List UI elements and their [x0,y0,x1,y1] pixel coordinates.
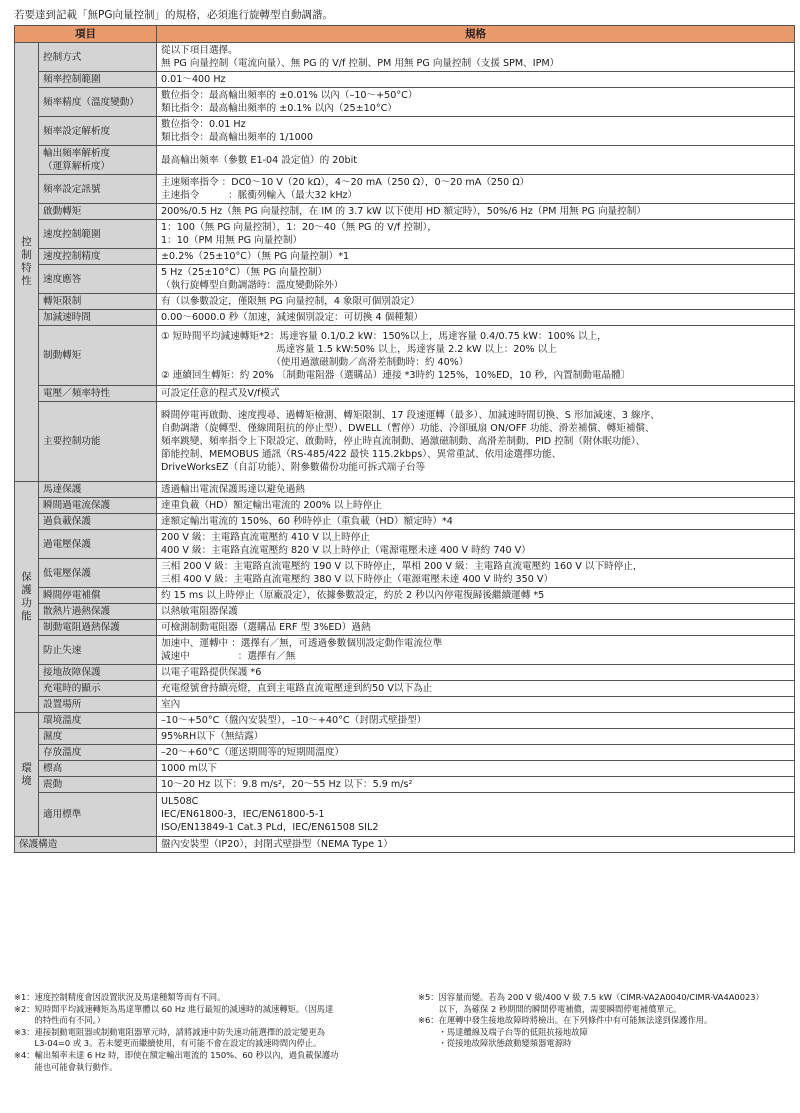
table-row [15,588,795,604]
table-row [15,265,795,294]
footnote-line: 速度控制精度會因設置狀況及馬達種類等而有不同。 [34,992,226,1002]
footnote-line: L3-04=0 或 3。若未變更而繼續使用，有可能不會在設定的減速時間內停止。 [34,1038,322,1049]
row-label-line: 輸出頻率解析度 [43,148,111,159]
table-row [15,604,795,620]
table-row [15,88,795,117]
footnote [418,1015,798,1050]
row-label: 加減速時間 [39,310,157,326]
row-value [157,294,795,310]
row-value-line: 數位指令：0.01 Hz [161,119,246,130]
row-value-line: UL508C [161,796,199,807]
row-value-line: 0.00～6000.0 秒（加速，減速個別設定：可切換 4 個種類） [161,312,424,323]
footnote-line: 能也可能會執行動作。 [34,1061,118,1072]
row-value-line: 三相 400 V 級：主電路直流電壓約 380 V 以下時停止（電源電壓未達 400 V 時約 350 V） [161,574,554,585]
table-row [15,220,795,249]
footnote-line: 因容量而變。若為 200 V 級/400 V 級 7.5 kW（CIMR-VA2A0040/CIMR-VA4A0023） [438,992,764,1002]
table-row [15,402,795,482]
footnote-line: ・從接地故障狀態啟動變頻器電源時 [438,1038,572,1049]
row-value [157,482,795,498]
row-value-line: 以熱敏電阻器保護 [161,606,238,617]
row-value-line: 透過輸出電流保護馬達以避免過熱 [161,484,305,495]
row-label: 速度應答 [39,265,157,294]
row-value-line: 最高輸出頻率（參數 E1-04 設定值）的 20bit [161,154,358,166]
row-value [157,636,795,665]
row-value [157,72,795,88]
row-value [157,665,795,681]
row-value [157,761,795,777]
row-label: 啟動轉矩 [39,204,157,220]
row-label: 瞬間過電流保護 [39,498,157,514]
row-label: 設置場所 [39,697,157,713]
header-spec: 規格 [157,26,795,43]
row-value-line: 達重負載（HD）額定輸出電流的 200% 以上時停止 [161,500,382,511]
table-row [15,310,795,326]
row-value-line: 馬達容量 1.5 kW:50% 以上，馬達容量 2.2 kW 以上：20% 以上 [161,343,557,355]
row-value [157,514,795,530]
table-header-row [15,26,795,43]
row-label: 散熱片過熱保護 [39,604,157,620]
table-row [15,681,795,697]
row-label: 接地故障保護 [39,665,157,681]
table-row [15,386,795,402]
row-label: 存放溫度 [39,745,157,761]
row-label: 電壓／頻率特性 [39,386,157,402]
row-label: 主要控制功能 [39,402,157,482]
group-label-protect [15,482,39,713]
row-value-line: （使用過激磁制動／高滑差制動時：約 40%） [161,356,469,368]
row-value [157,326,795,386]
row-value-line: 0.01～400 Hz [161,74,226,85]
row-value [157,713,795,729]
row-value-line: 類比指令：最高輸出頻率的 ±0.1% 以內（25±10°C） [161,103,397,114]
table-row [15,498,795,514]
footnote-line: 連接制動電阻器或制動電阻器單元時，請將減速中防失速功能選擇的設定變更為 [34,1026,325,1037]
row-value [157,310,795,326]
row-value [157,498,795,514]
row-label: 轉矩限制 [39,294,157,310]
row-value-line: 無 PG 向量控制（電流向量）、無 PG 的 V/f 控制、PM 用無 PG 向量控制（支援 SPM、IPM） [161,58,560,69]
header-item: 項目 [15,26,157,43]
row-value-line: 從以下項目選擇。 [161,45,238,56]
footnote-mark: ※4： [14,1049,35,1060]
row-label: 頻率設定解析度 [39,117,157,146]
row-value [157,559,795,588]
row-label: 速度控制精度 [39,249,157,265]
row-label: 震動 [39,777,157,793]
table-row [15,146,795,175]
row-value-line: 5 Hz（25±10°C）（無 PG 向量控制） [161,267,328,278]
table-row [15,713,795,729]
table-row [15,837,795,853]
group-label-control [15,43,39,482]
footnote-text [35,1004,394,1027]
table-row [15,530,795,559]
footnote [14,1050,394,1073]
footnote [14,1004,394,1027]
table-row [15,326,795,386]
row-value-line: 類比指令：最高輸出頻率的 1/1000 [161,132,313,143]
row-value-line: ① 短時間平均減速轉矩*2：馬達容量 0.1/0.2 kW：150%以上，馬達容量 0.4/0.75 kW：100% 以上， [161,330,607,342]
row-label: 標高 [39,761,157,777]
row-value-line: 自動調諧（旋轉型、僅線間阻抗的停止型）、DWELL（暫停）功能、冷卻風扇 ON/OFF 功能、滑差補償、轉矩補償、 [161,423,655,434]
intro-text: 若要達到記載「無PG向量控制」的規格，必須進行旋轉型自動調諧。 [14,9,333,21]
row-value [157,604,795,620]
row-value-line: 主速頻率指令 ：DC0～10 V（20 kΩ），4～20 mA（250 Ω），0～20 mA（250 Ω） [161,177,530,188]
row-value-line: 達額定輸出電流的 150%、60 秒時停止（重負載（HD）額定時）*4 [161,516,453,527]
row-value-line: –20～+60°C（運送期間等的短期間溫度） [161,747,345,758]
row-value-line: 加速中、運轉中 ：選擇有／無，可透過參數個別設定動作電流位準 [161,638,443,649]
row-value-line: 盤內安裝型（IP20），封閉式壁掛型（NEMA Type 1） [161,839,393,850]
row-value-line: ② 連續回生轉矩：約 20% 〔制動電阻器（選購品）連接 *3時約 125%，10%ED，10 秒，內置制動電晶體〕 [161,369,631,381]
footnote-text [35,1027,394,1050]
footnote-line: ・馬達纜線及端子台等的低阻抗接地故障 [438,1026,588,1037]
row-value-line: 1000 m以下 [161,763,217,774]
row-label: 防止失速 [39,636,157,665]
table-row [15,249,795,265]
table-row [15,697,795,713]
row-value [157,729,795,745]
footnote-line: 短時間平均減速轉矩為馬達單體以 60 Hz 進行最短的減速時的減速轉矩。（因馬達 [34,1003,334,1014]
footnote-line: 輸出頻率未達 6 Hz 時，即使在額定輸出電流的 150%、60 秒以內，過負載保護功 [34,1049,339,1060]
footnote-line: 以下，為確保 2 秒期間的瞬間停電補償，需要瞬間停電補償單元。 [438,1003,682,1014]
row-value-line: 約 15 ms 以上時停止（原廠設定），依據參數設定，約於 2 秒以內停電復歸後繼續運轉 *5 [161,590,545,601]
row-value [157,530,795,559]
row-value [157,745,795,761]
footnote-mark: ※5： [418,992,439,1002]
row-value-line: 200 V 級：主電路直流電壓約 410 V 以上時停止 [161,532,370,543]
table-row [15,204,795,220]
footnotes-left [14,992,394,1073]
table-row [15,793,795,837]
row-value-line: ±0.2%（25±10°C）（無 PG 向量控制）*1 [161,251,350,262]
row-value-line: 可檢測制動電阻器（選購品 ERF 型 3%ED）過熱 [161,622,371,633]
row-label: 低電壓保護 [39,559,157,588]
row-value [157,793,795,837]
table-row [15,175,795,204]
row-label: 馬達保護 [39,482,157,498]
row-value-line: 400 V 級：主電路直流電壓約 820 V 以上時停止（電源電壓未達 400 V 時約 740 V） [161,545,531,556]
table-row [15,117,795,146]
table-row [15,745,795,761]
row-value-line: 1：100（無 PG 向量控制），1：20～40（無 PG 的 V/f 控制）， [161,222,437,233]
row-value-line: 室內 [161,699,181,710]
row-label: 頻率設定訊號 [39,175,157,204]
footnote [14,1027,394,1050]
footnote-line: 的特性而有不同。） [34,1015,106,1026]
row-value-line: 200%/0.5 Hz（無 PG 向量控制，在 IM 的 3.7 kW 以下使用 HD 額定時），50%/6 Hz（PM 用無 PG 向量控制） [161,206,646,217]
table-row [15,43,795,72]
table-row [15,482,795,498]
row-value [157,88,795,117]
table-row [15,729,795,745]
row-value-line: 瞬間停電再啟動、速度搜尋、過轉矩檢測、轉矩限制、17 段速運轉（最多）、加減速時間切換、S 形加減速、3 線序、 [161,410,660,421]
row-value-line: ISO/EN13849-1 Cat.3 PLd，IEC/EN61508 SIL2 [161,822,379,833]
row-value [157,588,795,604]
row-value [157,265,795,294]
row-value-line: 10～20 Hz 以下：9.8 m/s²，20～55 Hz 以下：5.9 m/s² [161,779,413,790]
footnote-text [439,1015,798,1050]
footnote-text [439,992,798,1015]
row-value [157,175,795,204]
row-label: 濕度 [39,729,157,745]
row-value [157,837,795,853]
footnote-text [35,992,394,1004]
row-label: 過電壓保護 [39,530,157,559]
row-value [157,249,795,265]
row-value-line: 數位指令：最高輸出頻率的 ±0.01% 以內（–10～+50°C） [161,90,418,101]
spec-table [14,25,795,853]
row-value [157,402,795,482]
row-label: 制動電阻過熱保護 [39,620,157,636]
row-label [39,146,157,175]
footnote-mark: ※3： [14,1026,35,1037]
row-label: 速度控制範圍 [39,220,157,249]
footnote-line: 在運轉中發生接地故障時將檢出。在下列條件中有可能無法達到保護作用。 [438,1015,713,1026]
row-value [157,777,795,793]
row-label: 環境溫度 [39,713,157,729]
table-row [15,777,795,793]
footnote-text [35,1050,394,1073]
row-value [157,43,795,72]
row-value-line: 可設定任意的程式及V/f模式 [161,388,280,399]
group-label-text: 環境 [21,761,32,787]
row-value-line: 主速指令 ：脈衝列輸入（最大32 kHz） [161,190,358,201]
row-label: 適用標準 [39,793,157,837]
footnote-mark: ※1： [14,992,35,1002]
row-value-line: 減速中 ：選擇有／無 [161,651,296,662]
footnote-mark: ※6： [418,1015,439,1026]
table-row [15,514,795,530]
row-label-line: （運算解析度） [43,161,111,172]
group-label-text: 控制特性 [21,236,32,287]
group-label-env [15,713,39,837]
row-value [157,117,795,146]
row-value [157,146,795,175]
row-value-line: 有（以參數設定，僅限無 PG 向量控制，4 象限可個別設定） [161,296,420,307]
row-label: 控制方式 [39,43,157,72]
table-row [15,636,795,665]
row-label: 瞬間停電補償 [39,588,157,604]
row-value [157,386,795,402]
table-row [15,559,795,588]
footnote [14,992,394,1004]
row-value-line: （執行旋轉型自動調諧時：溫度變動除外） [161,280,344,291]
table-row [15,761,795,777]
row-label: 制動轉矩 [39,326,157,386]
row-value [157,204,795,220]
footnotes-right [418,992,798,1050]
table-row [15,665,795,681]
table-row [15,72,795,88]
row-value-line: IEC/EN61800-3，IEC/EN61800-5-1 [161,809,325,820]
group-label-text: 保護功能 [21,571,32,622]
row-label: 頻率精度（溫度變動） [39,88,157,117]
row-value [157,220,795,249]
row-value-line: 充電燈號會持續亮燈，直到主電路直流電壓達到約50 V以下為止 [161,683,433,694]
row-value-line: –10～+50°C（盤內安裝型），–10～+40°C（封閉式壁掛型） [161,715,427,726]
row-label: 充電時的顯示 [39,681,157,697]
table-row [15,294,795,310]
row-value-line: 95%RH以下（無結露） [161,731,264,742]
row-value [157,697,795,713]
row-value [157,620,795,636]
table-row [15,620,795,636]
row-value-line: 1：10（PM 用無 PG 向量控制） [161,235,303,246]
row-label: 保護構造 [15,837,157,853]
row-value-line: 頻率跳變、頻率指令上下限設定、啟動時，停止時直流制動、過激磁制動、高滑差制動、PID 控制（附休眠功能）、 [161,436,646,447]
row-label: 頻率控制範圍 [39,72,157,88]
row-value-line: DriveWorksEZ（自訂功能）、附參數備份功能可拆式端子台等 [161,462,426,473]
row-value [157,681,795,697]
row-value-line: 三相 200 V 級：主電路直流電壓約 190 V 以下時停止，單相 200 V 級：主電路直流電壓約 160 V 以下時停止， [161,561,643,572]
footnote [418,992,798,1015]
row-value-line: 以電子電路提供保護 *6 [161,667,262,678]
row-value-line: 節能控制、MEMOBUS 通訊（RS-485/422 最快 115.2kbps）、異常重試、依用途選擇功能、 [161,449,562,460]
row-label: 過負載保護 [39,514,157,530]
footnote-mark: ※2： [14,1003,35,1014]
